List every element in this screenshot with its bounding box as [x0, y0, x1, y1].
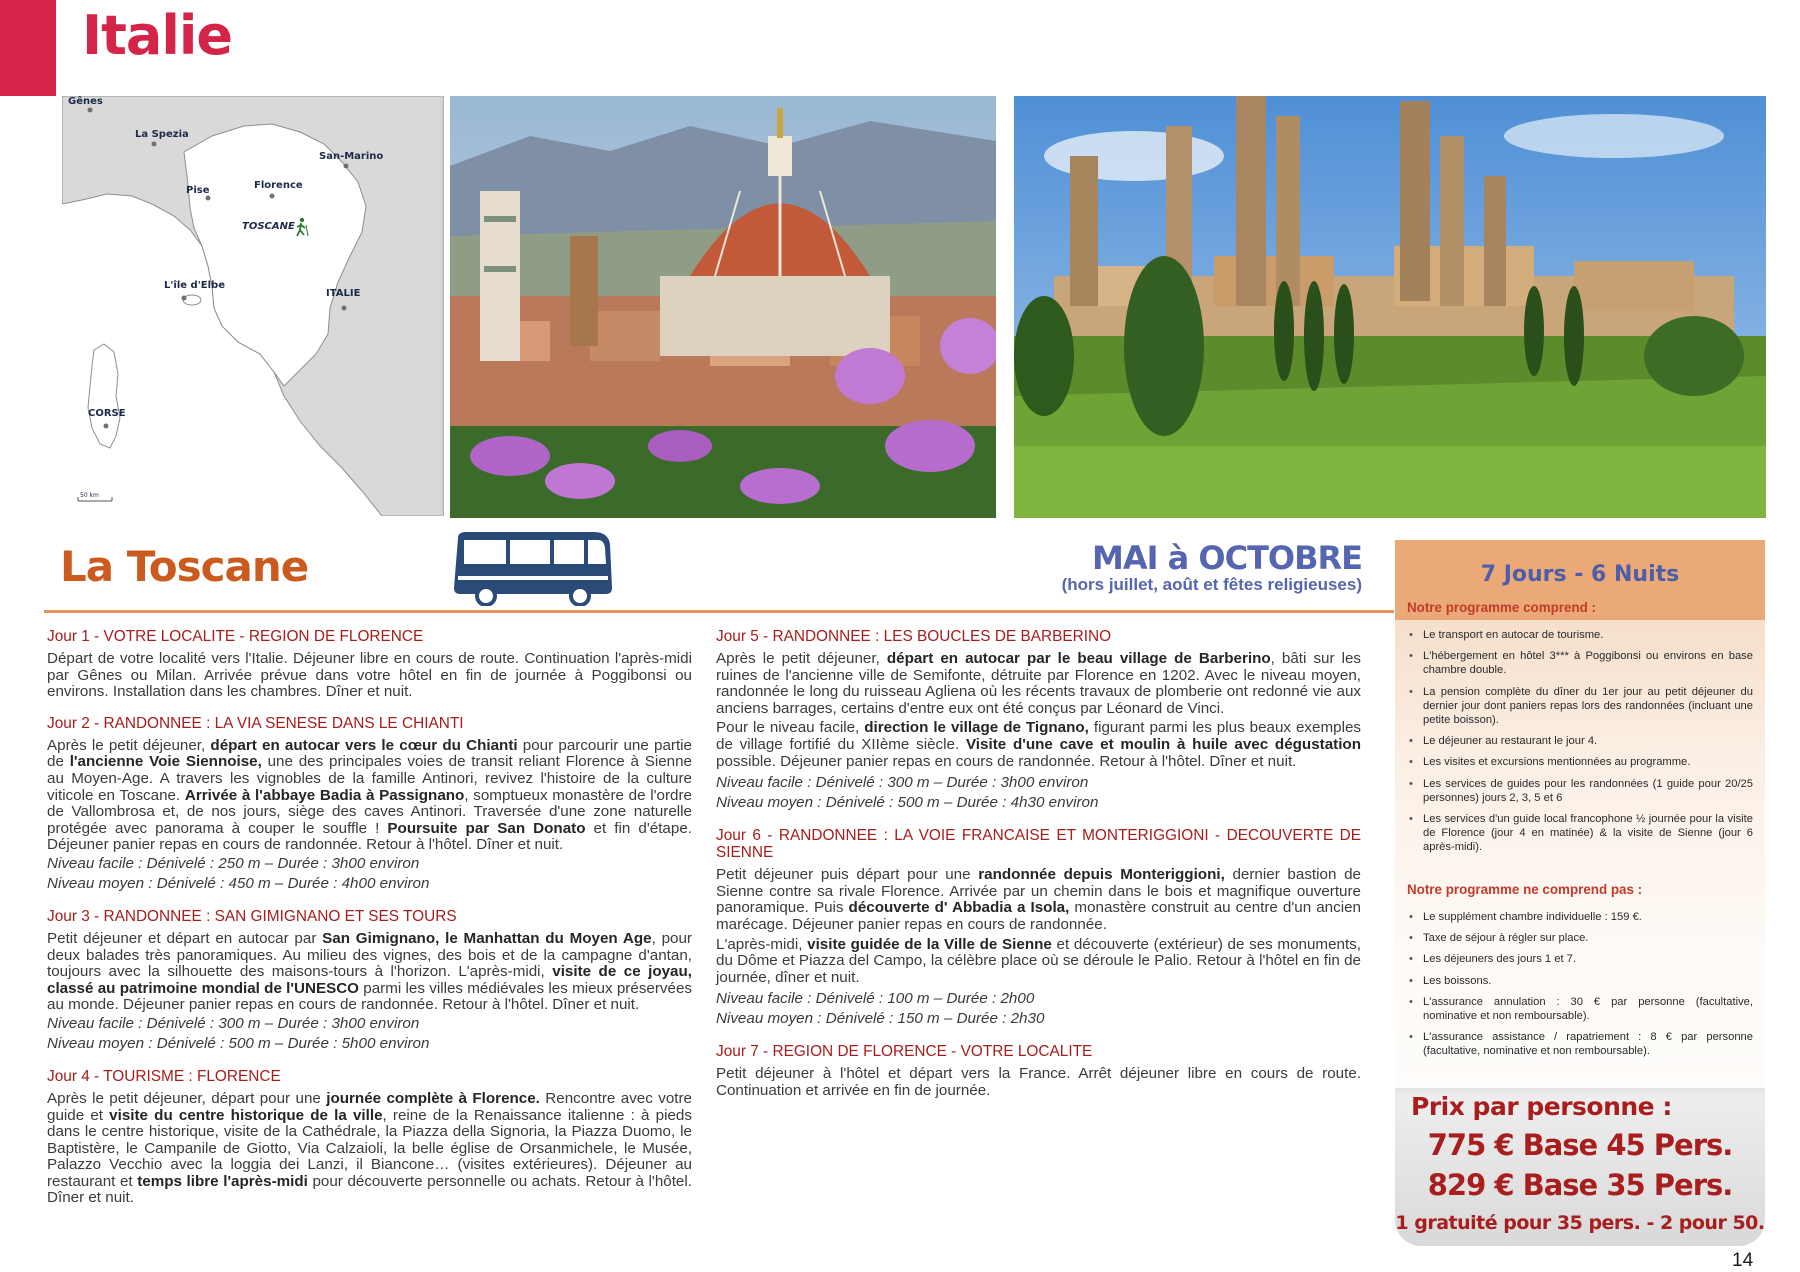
bus-icon	[448, 530, 614, 606]
map-label-pise: Pise	[186, 185, 210, 196]
map-label-florence: Florence	[254, 180, 303, 191]
list-item: • Les boissons.	[1409, 974, 1753, 988]
list-item: • L'assurance annulation : 30 € par personne (facultative, nominative et non remboursable).	[1409, 995, 1753, 1023]
price-45: 775 € Base 45 Pers.	[1427, 1128, 1733, 1162]
day-2	[47, 715, 692, 894]
heading-divider	[44, 610, 1394, 613]
map-label-elbe: L'île d'Elbe	[164, 280, 225, 291]
day-text: Après le petit déjeuner, départ pour une journée complète à Florence. Rencontre avec votre guide et visite du centre historique de la ville, reine de la Renaissance italienne : à pieds dans le centre historique, visite de la Cathédrale, la Piazza della Signoria, la Piazza Duomo, le Baptistère, le Campanile de Giotto, Via Calzaioli, la belle église de Orsanmichele, le Musée, Palazzo Vecchio avec la loggia dei Lanzi, il Biancone… (visites extérieures). Déjeuner au restaurant et temps libre l'après-midi pour découverte personnelle ou achats. Retour à l'hôtel. Dîner et nuit.	[47, 1089, 692, 1207]
map-label-toscane: TOSCANE	[242, 221, 295, 232]
trip-duration: 7 Jours - 6 Nuits	[1480, 562, 1680, 587]
itinerary-column-1	[47, 628, 692, 1221]
season	[1062, 540, 1362, 594]
itinerary-column-2	[716, 628, 1361, 1114]
includes-heading: Notre programme comprend :	[1407, 600, 1596, 615]
price-note: 1 gratuité pour 35 pers. - 2 pour 50.	[1395, 1212, 1765, 1234]
day-text: Après le petit déjeuner, départ en autocar vers le cœur du Chianti pour parcourir une partie de l'ancienne Voie Siennoise, une des principales voies de transit reliant Florence à Sienne au Moyen-Age. A travers les vignobles de la famille Antinori, revivez l'histoire de la culture viticole en Toscane. Arrivée à l'abbaye Badia à Passignano, somptueux monastère de l'ordre de Vallombrosa et, de nos jours, siège des caves Antinori. Traversée d'une zone naturelle protégée avec panorama à couper le souffle ! Poursuite par San Donato et fin d'étape. Déjeuner panier repas en cours de randonnée. Retour à l'hôtel. Dîner et nuit.	[47, 736, 692, 854]
level-medium: Niveau moyen : Dénivelé : 500 m – Durée : 5h00 environ	[47, 1034, 430, 1052]
day-title: Jour 4 - TOURISME : FLORENCE	[47, 1067, 281, 1085]
list-item: • L'hébergement en hôtel 3*** à Poggibonsi ou environs en base chambre double.	[1409, 649, 1753, 677]
excludes-heading: Notre programme ne comprend pas :	[1407, 882, 1643, 897]
list-item: • Le supplément chambre individuelle : 159 €.	[1409, 910, 1753, 924]
map-label-la-spezia: La Spezia	[135, 129, 189, 140]
day-title: Jour 6 - RANDONNEE : LA VOIE FRANCAISE ET MONTERIGGIONI - DECOUVERTE DE SIENNE	[716, 827, 1361, 862]
day-text: Départ de votre localité vers l'Italie. Déjeuner libre en cours de route. Continuation l'après-midi par Gênes ou Milan. Arrivée prévue dans votre hôtel en fin de journée à Poggibonsi ou environs. Installation dans les chambres. Dîner et nuit.	[47, 650, 692, 701]
price-title: Prix par personne :	[1411, 1092, 1672, 1121]
excludes-list	[1409, 910, 1753, 1066]
program-sidebar	[1395, 540, 1765, 1246]
san-gimignano-photo	[1014, 96, 1766, 518]
price-box	[1395, 1088, 1765, 1246]
day-text: Après le petit déjeuner, départ en autocar par le beau village de Barberino, bâti sur les ruines de l'ancienne ville de Semifonte, détruite par Florence en 1202. Avec le niveau moyen, randonnée le long du ruisseau Agliena où les récents travaux de plomberie ont redonné vie aux anciens barrages, certains d'entre eux ont été conçus par Léonard de Vinci. Pour le niveau facile, direction le village de Tignano, figurant parmi les plus beaux exemples de village fortifié du XIIème siècle. Visite d'une cave et moulin à huile avec dégustation possible. Déjeuner panier repas en cours de randonnée. Retour à l'hôtel. Dîner et nuit.	[716, 650, 1361, 770]
map-scale-label: 50 km	[80, 492, 99, 499]
list-item: • Les déjeuners des jours 1 et 7.	[1409, 952, 1753, 966]
day-text: Petit déjeuner puis départ pour une randonnée depuis Monteriggioni, dernier bastion de Sienne contre sa rivale Florence. Arrivée par un chemin dans le bois et magnifique ouverture panoramique. Puis découverte d' Abbadia a Isola, monastère construit au centre d'un ancien marécage. Déjeuner panier repas en cours de randonnée. L'après-midi, visite guidée de la Ville de Sienne et découverte (extérieur) de ses monuments, du Dôme et Piazza del Campo, la célèbre place où se déroule le Palio. Retour à l'hôtel en fin de journée, dîner et nuit.	[716, 866, 1361, 986]
day-3	[47, 908, 692, 1054]
list-item: • Les services d'un guide local francophone ½ journée pour la visite de Florence (jour 4 en matinée) & la visite de Sienne (jour 6 après-midi).	[1409, 812, 1753, 855]
level-medium: Niveau moyen : Dénivelé : 500 m – Durée : 4h30 environ	[716, 794, 1099, 812]
day-text: Petit déjeuner à l'hôtel et départ vers la France. Arrêt déjeuner libre en cours de route. Continuation et arrivée en fin de journée.	[716, 1065, 1361, 1099]
season-note: (hors juillet, août et fêtes religieuses)	[1061, 575, 1362, 594]
list-item: • Le transport en autocar de tourisme.	[1409, 628, 1753, 642]
map-label-genes: Gênes	[68, 96, 103, 107]
region-title: La Toscane	[60, 542, 309, 591]
list-item: • Taxe de séjour à régler sur place.	[1409, 931, 1753, 945]
list-item: • Le déjeuner au restaurant le jour 4.	[1409, 734, 1753, 748]
day-7	[716, 1043, 1361, 1099]
list-item: • Les services de guides pour les randonnées (1 guide pour 20/25 personnes) jours 2, 3, 5 et 6	[1409, 777, 1753, 805]
day-5	[716, 628, 1361, 813]
map-label-corse: CORSE	[88, 408, 126, 419]
country-title: Italie	[82, 4, 232, 67]
day-6	[716, 827, 1361, 1029]
page-number: 14	[1732, 1250, 1754, 1271]
red-tab	[0, 0, 56, 96]
map-label-san-marino: San-Marino	[319, 151, 384, 162]
list-item: • L'assurance assistance / rapatriement : 8 € par personne (facultative, nominative et non remboursable).	[1409, 1030, 1753, 1058]
season-title: MAI à OCTOBRE	[1092, 539, 1362, 577]
list-item: • Les visites et excursions mentionnées au programme.	[1409, 755, 1753, 769]
level-easy: Niveau facile : Dénivelé : 250 m – Durée : 3h00 environ	[47, 854, 420, 872]
day-4	[47, 1068, 692, 1207]
region-map	[62, 96, 444, 516]
price-35: 829 € Base 35 Pers.	[1427, 1168, 1733, 1202]
day-title: Jour 2 - RANDONNEE : LA VIA SENESE DANS LE CHIANTI	[47, 714, 464, 732]
level-medium: Niveau moyen : Dénivelé : 150 m – Durée : 2h30	[716, 1010, 1045, 1028]
level-easy: Niveau facile : Dénivelé : 300 m – Durée : 3h00 environ	[716, 774, 1089, 792]
day-1	[47, 628, 692, 701]
list-item: • La pension complète du dîner du 1er jour au petit déjeuner du dernier jour dont paniers repas lors des randonnées (incluant une petite boisson).	[1409, 685, 1753, 728]
map-graphic	[62, 96, 444, 516]
day-title: Jour 3 - RANDONNEE : SAN GIMIGNANO ET SES TOURS	[47, 907, 457, 925]
level-easy: Niveau facile : Dénivelé : 100 m – Durée : 2h00	[716, 990, 1035, 1008]
day-title: Jour 5 - RANDONNEE : LES BOUCLES DE BARBERINO	[716, 628, 1112, 645]
level-easy: Niveau facile : Dénivelé : 300 m – Durée : 3h00 environ	[47, 1014, 420, 1032]
florence-photo	[450, 96, 996, 518]
day-text: Petit déjeuner et départ en autocar par San Gimignano, le Manhattan du Moyen Age, pour deux balades très panoramiques. Au milieu des vignes, des bois et de la campagne d'antan, toujours avec la silhouette des maisons-tours à l'horizon. L'après-midi, visite de ce joyau, classé au patrimoine mondial de l'UNESCO parmi les villes médiévales les mieux préservées au monde. Déjeuner panier repas en cours de randonnée. Retour à l'hôtel. Dîner et nuit.	[47, 929, 692, 1014]
includes-list	[1409, 628, 1753, 862]
level-medium: Niveau moyen : Dénivelé : 450 m – Durée : 4h00 environ	[47, 874, 430, 892]
map-label-italie: ITALIE	[326, 288, 361, 299]
day-title: Jour 7 - REGION DE FLORENCE - VOTRE LOCALITE	[716, 1043, 1093, 1061]
day-title: Jour 1 - VOTRE LOCALITE - REGION DE FLORENCE	[47, 628, 424, 645]
